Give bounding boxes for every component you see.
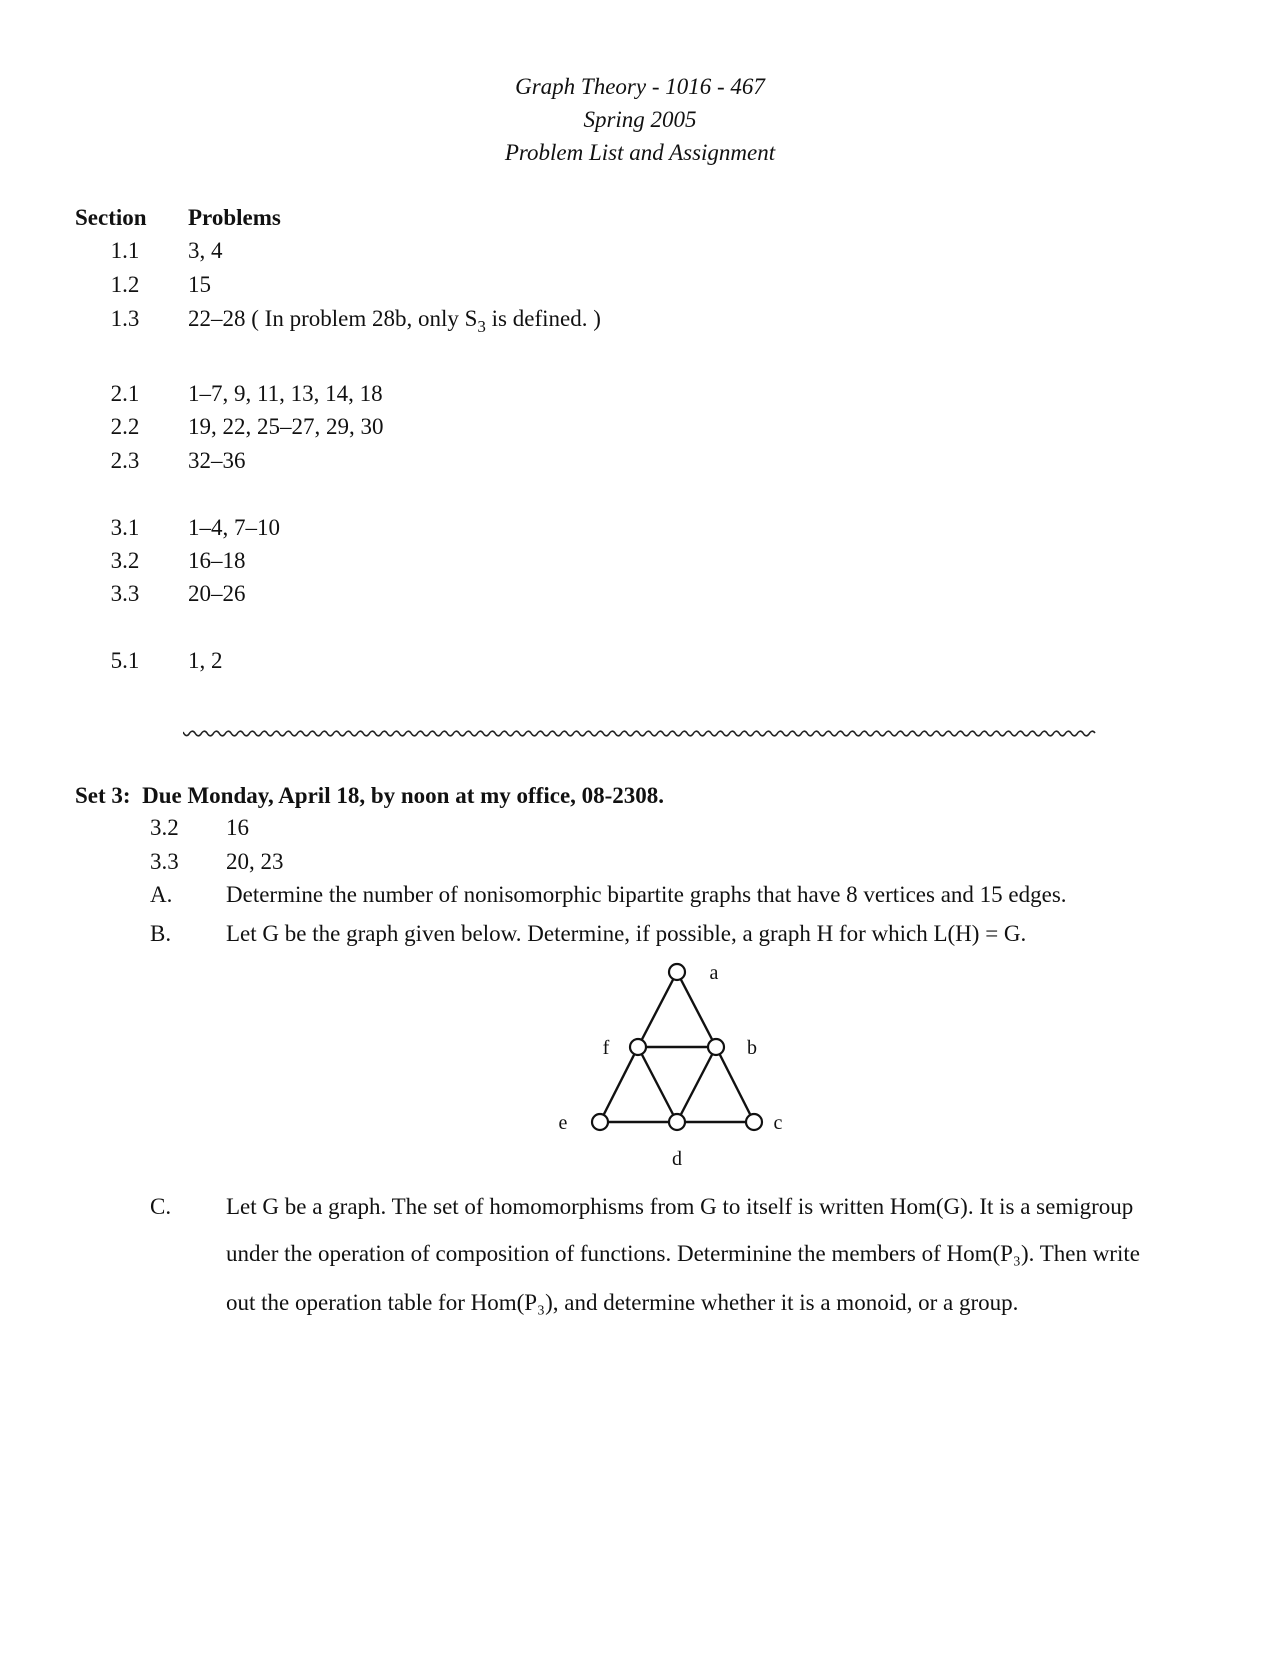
graph-figure — [540, 960, 790, 1175]
problem-list — [188, 306, 601, 337]
set-label: Set 3: — [75, 783, 131, 808]
graph-edges — [600, 972, 754, 1122]
item-text: Let G be the graph given below. Determine, if possible, a graph H for which L(H) = G. — [226, 921, 1027, 946]
math-subscript: 3 — [477, 317, 486, 336]
problems-column-header: Problems — [188, 205, 281, 230]
section-number: 3.3 — [110, 581, 140, 606]
graph-vertex-labels — [559, 962, 783, 1170]
graph-vertex-f — [630, 1039, 646, 1055]
graph-vertex-b — [708, 1039, 724, 1055]
item-label: B. — [150, 921, 172, 946]
section-number: 2.3 — [110, 448, 140, 473]
graph-edge-f-d — [638, 1047, 677, 1122]
assignment-title — [75, 783, 664, 809]
problem-list: 1–4, 7–10 — [188, 515, 280, 540]
section-number: 2.1 — [110, 381, 140, 406]
problem-list: 32–36 — [188, 448, 246, 473]
problem-text: 22–28 ( In problem 28b, only — [188, 306, 465, 331]
graph-vertex-label-e: e — [558, 1112, 568, 1134]
item-label: 3.3 — [150, 849, 179, 874]
section-number: 2.2 — [110, 414, 140, 439]
graph-vertex-e — [592, 1114, 608, 1130]
graph-edge-b-d — [677, 1047, 716, 1122]
problem-list: 20–26 — [188, 581, 246, 606]
section-number: 3.2 — [110, 548, 140, 573]
problem-list: 1–7, 9, 11, 13, 14, 18 — [188, 381, 383, 406]
graph-vertex-label-b: b — [747, 1037, 757, 1059]
section-number: 1.2 — [110, 272, 140, 297]
section-number: 1.1 — [110, 238, 140, 263]
section-number: 5.1 — [110, 648, 140, 673]
problem-list: 15 — [188, 272, 211, 297]
graph-vertex-d — [669, 1114, 685, 1130]
problem-list: 19, 22, 25–27, 29, 30 — [188, 414, 384, 439]
item-text: Determine the number of nonisomorphic bipartite graphs that have 8 vertices and 15 edges. — [226, 882, 1067, 907]
graph-vertex-label-c: c — [773, 1112, 783, 1134]
section-number: 3.1 — [110, 515, 140, 540]
item-text-line: out the operation table for Hom(P₃), and determine whether it is a monoid, or a group. — [226, 1290, 1019, 1315]
graph-vertex-label-a: a — [709, 962, 719, 984]
item-label: C. — [150, 1194, 172, 1219]
graph-vertex-label-d: d — [672, 1148, 682, 1170]
section-number: 1.3 — [110, 306, 140, 331]
section-column-header: Section — [75, 205, 147, 230]
graph-vertex-c — [746, 1114, 762, 1130]
item-text: 16 — [226, 815, 249, 840]
item-text-line: under the operation of composition of functions. Determinine the members of Hom(P₃). Then write — [226, 1241, 1140, 1266]
item-label: 3.2 — [150, 815, 179, 840]
problem-text: is defined. ) — [485, 306, 601, 331]
graph-edge-a-f — [638, 972, 677, 1047]
document-title: Problem List and Assignment — [504, 140, 776, 165]
problem-list: 16–18 — [188, 548, 246, 573]
item-text: 20, 23 — [226, 849, 284, 874]
item-label: A. — [150, 882, 173, 907]
wavy-divider — [183, 728, 1099, 740]
graph-vertex-label-f: f — [602, 1037, 610, 1059]
term: Spring 2005 — [583, 107, 697, 132]
course-title: Graph Theory - 1016 - 467 — [515, 74, 765, 99]
graph-vertex-a — [669, 964, 685, 980]
document-header — [0, 70, 1280, 169]
item-text-line: Let G be a graph. The set of homomorphisms from G to itself is written Hom(G). It is a semigroup — [226, 1194, 1134, 1219]
math-symbol: S — [464, 306, 478, 331]
problem-list: 3, 4 — [188, 238, 223, 263]
due-date-text: Due Monday, April 18, by noon at my office, 08-2308. — [142, 783, 665, 808]
problem-list: 1, 2 — [188, 648, 223, 673]
